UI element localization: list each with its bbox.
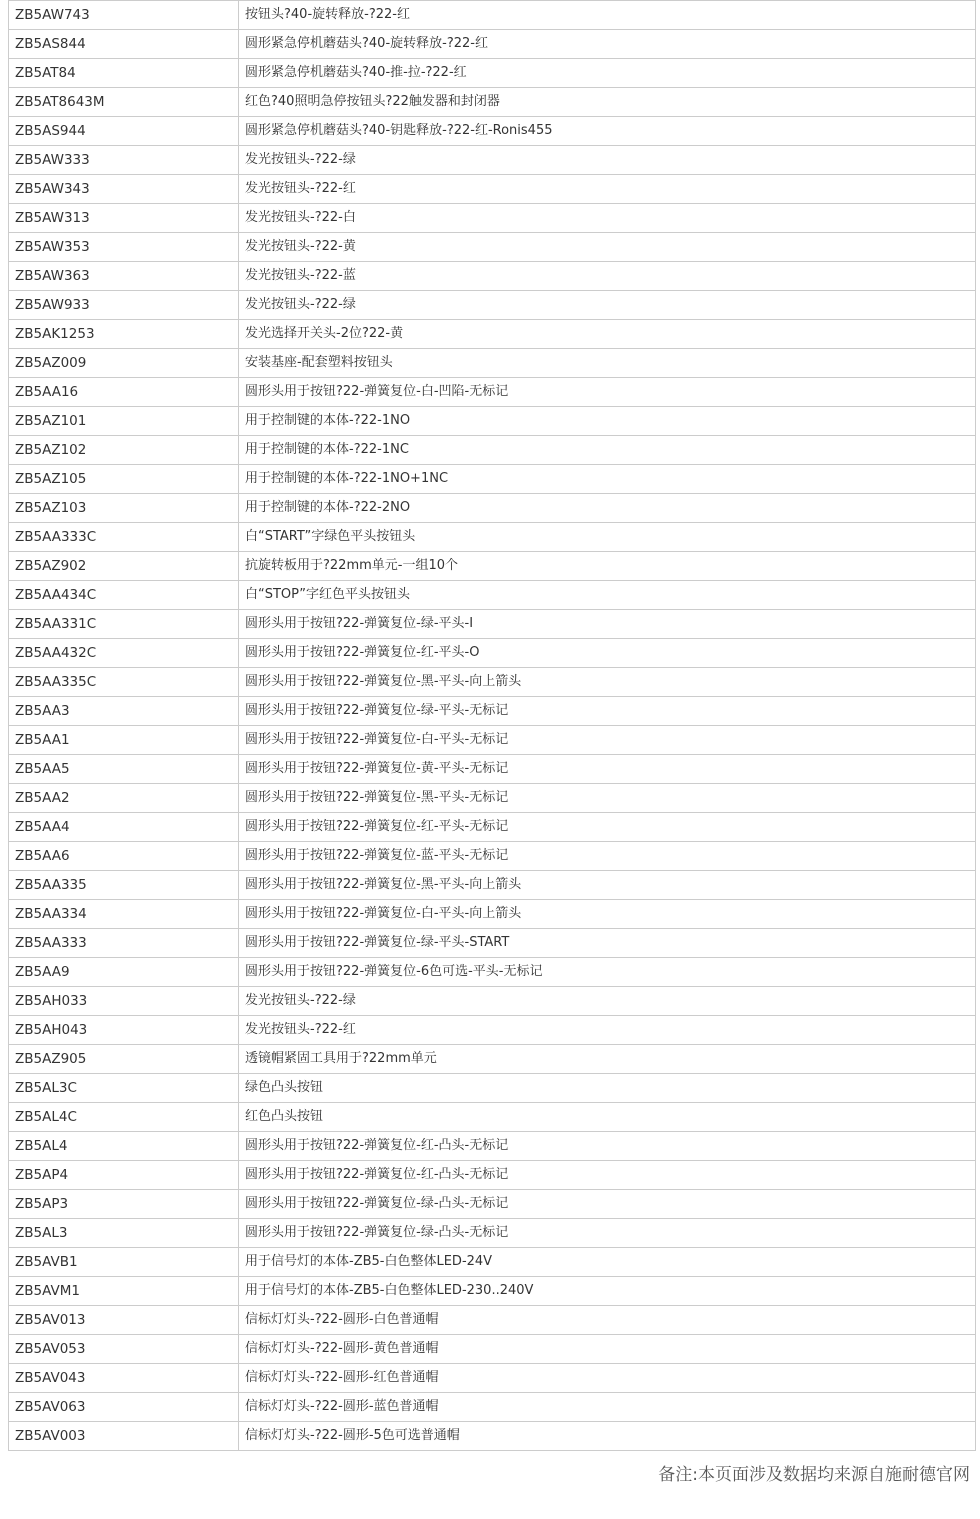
product-code-cell: ZB5AW343 bbox=[9, 175, 239, 204]
product-description-cell: 用于信号灯的本体-ZB5-白色整体LED-230..240V bbox=[239, 1277, 976, 1306]
table-row bbox=[9, 668, 976, 697]
table-row bbox=[9, 1422, 976, 1451]
product-description-cell: 发光按钮头-?22-红 bbox=[239, 1016, 976, 1045]
product-code-cell: ZB5AV063 bbox=[9, 1393, 239, 1422]
product-code-cell: ZB5AZ009 bbox=[9, 349, 239, 378]
product-description-cell: 信标灯灯头-?22-圆形-红色普通帽 bbox=[239, 1364, 976, 1393]
table-row bbox=[9, 117, 976, 146]
table-row bbox=[9, 929, 976, 958]
product-description-cell: 圆形头用于按钮?22-弹簧复位-绿-平头-无标记 bbox=[239, 697, 976, 726]
product-description-cell: 圆形头用于按钮?22-弹簧复位-白-凹陷-无标记 bbox=[239, 378, 976, 407]
table-row bbox=[9, 755, 976, 784]
product-description-cell: 发光按钮头-?22-绿 bbox=[239, 146, 976, 175]
table-row bbox=[9, 581, 976, 610]
table-row bbox=[9, 1306, 976, 1335]
product-code-cell: ZB5AA331C bbox=[9, 610, 239, 639]
product-description-cell: 圆形头用于按钮?22-弹簧复位-绿-凸头-无标记 bbox=[239, 1190, 976, 1219]
product-description-cell: 圆形头用于按钮?22-弹簧复位-黑-平头-向上箭头 bbox=[239, 871, 976, 900]
product-code-cell: ZB5AS844 bbox=[9, 30, 239, 59]
table-row bbox=[9, 1219, 976, 1248]
product-description-cell: 圆形紧急停机蘑菇头?40-钥匙释放-?22-红-Ronis455 bbox=[239, 117, 976, 146]
table-row bbox=[9, 1248, 976, 1277]
product-code-cell: ZB5AA333C bbox=[9, 523, 239, 552]
product-code-cell: ZB5AZ101 bbox=[9, 407, 239, 436]
table-row bbox=[9, 233, 976, 262]
product-code-cell: ZB5AVM1 bbox=[9, 1277, 239, 1306]
product-code-cell: ZB5AA434C bbox=[9, 581, 239, 610]
table-row bbox=[9, 320, 976, 349]
table-row bbox=[9, 494, 976, 523]
product-description-cell: 用于信号灯的本体-ZB5-白色整体LED-24V bbox=[239, 1248, 976, 1277]
table-row bbox=[9, 523, 976, 552]
product-description-cell: 红色凸头按钮 bbox=[239, 1103, 976, 1132]
table-row bbox=[9, 1045, 976, 1074]
product-description-cell: 圆形头用于按钮?22-弹簧复位-黄-平头-无标记 bbox=[239, 755, 976, 784]
product-description-cell: 发光按钮头-?22-蓝 bbox=[239, 262, 976, 291]
table-row bbox=[9, 1277, 976, 1306]
product-code-cell: ZB5AA6 bbox=[9, 842, 239, 871]
product-code-cell: ZB5AA1 bbox=[9, 726, 239, 755]
product-code-cell: ZB5AVB1 bbox=[9, 1248, 239, 1277]
product-description-cell: 圆形头用于按钮?22-弹簧复位-绿-平头-I bbox=[239, 610, 976, 639]
product-code-cell: ZB5AV043 bbox=[9, 1364, 239, 1393]
product-description-cell: 发光选择开关头-2位?22-黄 bbox=[239, 320, 976, 349]
product-code-cell: ZB5AL4 bbox=[9, 1132, 239, 1161]
product-description-cell: 白“START”字绿色平头按钮头 bbox=[239, 523, 976, 552]
table-row bbox=[9, 291, 976, 320]
table-row bbox=[9, 784, 976, 813]
product-code-cell: ZB5AH033 bbox=[9, 987, 239, 1016]
product-code-cell: ZB5AP3 bbox=[9, 1190, 239, 1219]
product-description-cell: 安装基座-配套塑料按钮头 bbox=[239, 349, 976, 378]
product-code-cell: ZB5AK1253 bbox=[9, 320, 239, 349]
table-row bbox=[9, 726, 976, 755]
product-code-cell: ZB5AA432C bbox=[9, 639, 239, 668]
product-code-cell: ZB5AV003 bbox=[9, 1422, 239, 1451]
product-code-cell: ZB5AA3 bbox=[9, 697, 239, 726]
table-row bbox=[9, 900, 976, 929]
product-code-cell: ZB5AL4C bbox=[9, 1103, 239, 1132]
table-row bbox=[9, 1016, 976, 1045]
product-description-cell: 圆形头用于按钮?22-弹簧复位-白-平头-向上箭头 bbox=[239, 900, 976, 929]
product-code-cell: ZB5AH043 bbox=[9, 1016, 239, 1045]
product-code-cell: ZB5AZ105 bbox=[9, 465, 239, 494]
product-code-cell: ZB5AA335C bbox=[9, 668, 239, 697]
table-row bbox=[9, 378, 976, 407]
table-row bbox=[9, 1393, 976, 1422]
product-description-cell: 信标灯灯头-?22-圆形-5色可选普通帽 bbox=[239, 1422, 976, 1451]
product-description-cell: 发光按钮头-?22-绿 bbox=[239, 291, 976, 320]
product-description-cell: 圆形头用于按钮?22-弹簧复位-红-凸头-无标记 bbox=[239, 1161, 976, 1190]
product-code-cell: ZB5AT8643M bbox=[9, 88, 239, 117]
product-description-cell: 红色?40照明急停按钮头?22触发器和封闭器 bbox=[239, 88, 976, 117]
product-code-cell: ZB5AA333 bbox=[9, 929, 239, 958]
product-description-cell: 用于控制键的本体-?22-1NC bbox=[239, 436, 976, 465]
product-code-cell: ZB5AZ902 bbox=[9, 552, 239, 581]
product-description-cell: 抗旋转板用于?22mm单元-一组10个 bbox=[239, 552, 976, 581]
product-code-cell: ZB5AL3 bbox=[9, 1219, 239, 1248]
product-description-cell: 发光按钮头-?22-白 bbox=[239, 204, 976, 233]
product-code-cell: ZB5AW333 bbox=[9, 146, 239, 175]
product-code-cell: ZB5AS944 bbox=[9, 117, 239, 146]
product-description-cell: 圆形头用于按钮?22-弹簧复位-6色可选-平头-无标记 bbox=[239, 958, 976, 987]
table-row bbox=[9, 1132, 976, 1161]
product-description-cell: 发光按钮头-?22-红 bbox=[239, 175, 976, 204]
product-description-cell: 用于控制键的本体-?22-1NO bbox=[239, 407, 976, 436]
product-code-cell: ZB5AA5 bbox=[9, 755, 239, 784]
table-row bbox=[9, 407, 976, 436]
table-row bbox=[9, 146, 976, 175]
product-code-cell: ZB5AW743 bbox=[9, 1, 239, 30]
table-row bbox=[9, 697, 976, 726]
table-body bbox=[9, 1, 976, 1451]
table-row bbox=[9, 59, 976, 88]
product-description-cell: 圆形头用于按钮?22-弹簧复位-红-平头-O bbox=[239, 639, 976, 668]
table-row bbox=[9, 987, 976, 1016]
product-description-cell: 圆形头用于按钮?22-弹簧复位-红-平头-无标记 bbox=[239, 813, 976, 842]
product-description-cell: 白“STOP”字红色平头按钮头 bbox=[239, 581, 976, 610]
table-row bbox=[9, 262, 976, 291]
product-description-cell: 用于控制键的本体-?22-1NO+1NC bbox=[239, 465, 976, 494]
table-row bbox=[9, 610, 976, 639]
product-description-cell: 发光按钮头-?22-绿 bbox=[239, 987, 976, 1016]
product-code-cell: ZB5AA9 bbox=[9, 958, 239, 987]
product-code-cell: ZB5AV053 bbox=[9, 1335, 239, 1364]
product-code-cell: ZB5AW363 bbox=[9, 262, 239, 291]
table-row bbox=[9, 1335, 976, 1364]
product-code-cell: ZB5AZ102 bbox=[9, 436, 239, 465]
product-description-cell: 圆形头用于按钮?22-弹簧复位-绿-平头-START bbox=[239, 929, 976, 958]
table-row bbox=[9, 871, 976, 900]
product-code-cell: ZB5AP4 bbox=[9, 1161, 239, 1190]
table-row bbox=[9, 813, 976, 842]
table-row bbox=[9, 1190, 976, 1219]
product-description-cell: 用于控制键的本体-?22-2NO bbox=[239, 494, 976, 523]
product-code-cell: ZB5AZ905 bbox=[9, 1045, 239, 1074]
product-description-cell: 信标灯灯头-?22-圆形-蓝色普通帽 bbox=[239, 1393, 976, 1422]
product-description-cell: 信标灯灯头-?22-圆形-黄色普通帽 bbox=[239, 1335, 976, 1364]
product-description-cell: 绿色凸头按钮 bbox=[239, 1074, 976, 1103]
table-row bbox=[9, 1364, 976, 1393]
product-code-cell: ZB5AW313 bbox=[9, 204, 239, 233]
product-code-cell: ZB5AA2 bbox=[9, 784, 239, 813]
product-code-cell: ZB5AZ103 bbox=[9, 494, 239, 523]
product-code-cell: ZB5AA16 bbox=[9, 378, 239, 407]
product-code-cell: ZB5AL3C bbox=[9, 1074, 239, 1103]
product-table bbox=[8, 0, 976, 1451]
table-row bbox=[9, 1161, 976, 1190]
product-description-cell: 发光按钮头-?22-黄 bbox=[239, 233, 976, 262]
table-row bbox=[9, 349, 976, 378]
product-description-cell: 圆形头用于按钮?22-弹簧复位-黑-平头-无标记 bbox=[239, 784, 976, 813]
table-row bbox=[9, 465, 976, 494]
table-row bbox=[9, 204, 976, 233]
product-code-cell: ZB5AA335 bbox=[9, 871, 239, 900]
product-code-cell: ZB5AW353 bbox=[9, 233, 239, 262]
product-code-cell: ZB5AV013 bbox=[9, 1306, 239, 1335]
table-row bbox=[9, 958, 976, 987]
product-code-cell: ZB5AA334 bbox=[9, 900, 239, 929]
table-row bbox=[9, 1, 976, 30]
table-row bbox=[9, 552, 976, 581]
product-description-cell: 圆形头用于按钮?22-弹簧复位-绿-凸头-无标记 bbox=[239, 1219, 976, 1248]
product-description-cell: 圆形头用于按钮?22-弹簧复位-蓝-平头-无标记 bbox=[239, 842, 976, 871]
product-description-cell: 圆形头用于按钮?22-弹簧复位-黑-平头-向上箭头 bbox=[239, 668, 976, 697]
product-description-cell: 按钮头?40-旋转释放-?22-红 bbox=[239, 1, 976, 30]
product-description-cell: 圆形头用于按钮?22-弹簧复位-红-凸头-无标记 bbox=[239, 1132, 976, 1161]
product-description-cell: 圆形紧急停机蘑菇头?40-推-拉-?22-红 bbox=[239, 59, 976, 88]
product-code-cell: ZB5AW933 bbox=[9, 291, 239, 320]
table-row bbox=[9, 30, 976, 59]
footer-note: 备注:本页面涉及数据均来源自施耐德官网 bbox=[658, 1465, 970, 1485]
table-row bbox=[9, 175, 976, 204]
product-code-cell: ZB5AT84 bbox=[9, 59, 239, 88]
table-row bbox=[9, 639, 976, 668]
product-description-cell: 圆形头用于按钮?22-弹簧复位-白-平头-无标记 bbox=[239, 726, 976, 755]
table-row bbox=[9, 436, 976, 465]
product-description-cell: 信标灯灯头-?22-圆形-白色普通帽 bbox=[239, 1306, 976, 1335]
table-row bbox=[9, 88, 976, 117]
table-row bbox=[9, 1103, 976, 1132]
product-description-cell: 圆形紧急停机蘑菇头?40-旋转释放-?22-红 bbox=[239, 30, 976, 59]
table-row bbox=[9, 842, 976, 871]
product-code-cell: ZB5AA4 bbox=[9, 813, 239, 842]
product-description-cell: 透镜帽紧固工具用于?22mm单元 bbox=[239, 1045, 976, 1074]
table-row bbox=[9, 1074, 976, 1103]
